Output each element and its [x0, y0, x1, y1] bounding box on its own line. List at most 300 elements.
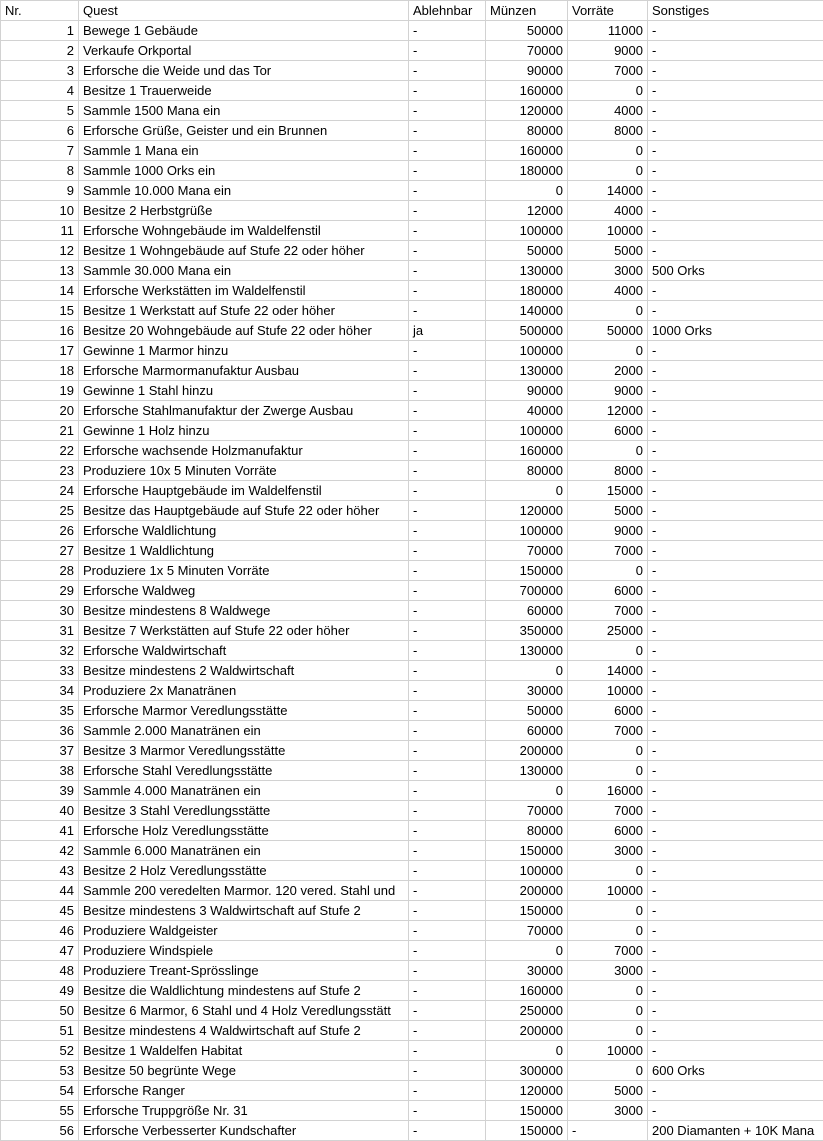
cell-vorraete[interactable]: 0 — [568, 81, 648, 101]
cell-sonstiges[interactable]: - — [648, 521, 823, 541]
cell-vorraete[interactable]: 0 — [568, 341, 648, 361]
cell-nr[interactable]: 47 — [1, 941, 79, 961]
cell-quest[interactable]: Erforsche Truppgröße Nr. 31 — [79, 1101, 409, 1121]
cell-ablehnbar[interactable]: - — [409, 681, 486, 701]
cell-sonstiges[interactable]: - — [648, 401, 823, 421]
cell-muenzen[interactable]: 30000 — [486, 681, 568, 701]
cell-nr[interactable]: 40 — [1, 801, 79, 821]
cell-sonstiges[interactable]: - — [648, 1001, 823, 1021]
cell-muenzen[interactable]: 0 — [486, 781, 568, 801]
cell-quest[interactable]: Besitze 1 Trauerweide — [79, 81, 409, 101]
cell-nr[interactable]: 32 — [1, 641, 79, 661]
cell-muenzen[interactable]: 160000 — [486, 441, 568, 461]
cell-ablehnbar[interactable]: - — [409, 1101, 486, 1121]
cell-ablehnbar[interactable]: - — [409, 541, 486, 561]
cell-muenzen[interactable]: 90000 — [486, 61, 568, 81]
cell-muenzen[interactable]: 180000 — [486, 161, 568, 181]
cell-quest[interactable]: Besitze 1 Werkstatt auf Stufe 22 oder höher — [79, 301, 409, 321]
cell-sonstiges[interactable]: - — [648, 81, 823, 101]
cell-ablehnbar[interactable]: - — [409, 461, 486, 481]
cell-sonstiges[interactable]: - — [648, 621, 823, 641]
cell-ablehnbar[interactable]: - — [409, 621, 486, 641]
cell-nr[interactable]: 43 — [1, 861, 79, 881]
cell-sonstiges[interactable]: - — [648, 941, 823, 961]
cell-quest[interactable]: Besitze 20 Wohngebäude auf Stufe 22 oder höher — [79, 321, 409, 341]
cell-quest[interactable]: Produziere 1x 5 Minuten Vorräte — [79, 561, 409, 581]
cell-ablehnbar[interactable]: - — [409, 21, 486, 41]
cell-vorraete[interactable]: 0 — [568, 301, 648, 321]
cell-quest[interactable]: Erforsche Waldlichtung — [79, 521, 409, 541]
cell-ablehnbar[interactable]: - — [409, 501, 486, 521]
cell-quest[interactable]: Besitze 1 Waldelfen Habitat — [79, 1041, 409, 1061]
cell-muenzen[interactable]: 100000 — [486, 521, 568, 541]
cell-muenzen[interactable]: 130000 — [486, 761, 568, 781]
cell-quest[interactable]: Besitze das Hauptgebäude auf Stufe 22 oder höher — [79, 501, 409, 521]
cell-nr[interactable]: 48 — [1, 961, 79, 981]
cell-nr[interactable]: 55 — [1, 1101, 79, 1121]
cell-muenzen[interactable]: 180000 — [486, 281, 568, 301]
cell-quest[interactable]: Erforsche Stahl Veredlungsstätte — [79, 761, 409, 781]
cell-nr[interactable]: 21 — [1, 421, 79, 441]
cell-muenzen[interactable]: 70000 — [486, 921, 568, 941]
cell-nr[interactable]: 7 — [1, 141, 79, 161]
cell-vorraete[interactable]: 7000 — [568, 541, 648, 561]
cell-vorraete[interactable]: 25000 — [568, 621, 648, 641]
cell-nr[interactable]: 52 — [1, 1041, 79, 1061]
cell-sonstiges[interactable]: - — [648, 581, 823, 601]
cell-ablehnbar[interactable]: - — [409, 481, 486, 501]
cell-muenzen[interactable]: 30000 — [486, 961, 568, 981]
cell-sonstiges[interactable]: - — [648, 221, 823, 241]
cell-muenzen[interactable]: 150000 — [486, 561, 568, 581]
cell-muenzen[interactable]: 130000 — [486, 641, 568, 661]
cell-vorraete[interactable]: 10000 — [568, 881, 648, 901]
cell-muenzen[interactable]: 250000 — [486, 1001, 568, 1021]
cell-muenzen[interactable]: 100000 — [486, 421, 568, 441]
cell-ablehnbar[interactable]: - — [409, 121, 486, 141]
cell-ablehnbar[interactable]: - — [409, 701, 486, 721]
cell-nr[interactable]: 5 — [1, 101, 79, 121]
cell-nr[interactable]: 38 — [1, 761, 79, 781]
cell-nr[interactable]: 18 — [1, 361, 79, 381]
cell-ablehnbar[interactable]: - — [409, 761, 486, 781]
cell-vorraete[interactable]: 4000 — [568, 201, 648, 221]
cell-ablehnbar[interactable]: - — [409, 781, 486, 801]
cell-ablehnbar[interactable]: - — [409, 981, 486, 1001]
cell-quest[interactable]: Besitze 1 Wohngebäude auf Stufe 22 oder höher — [79, 241, 409, 261]
cell-ablehnbar[interactable]: - — [409, 1041, 486, 1061]
cell-vorraete[interactable]: - — [568, 1121, 648, 1141]
cell-vorraete[interactable]: 8000 — [568, 121, 648, 141]
cell-quest[interactable]: Erforsche Verbesserter Kundschafter — [79, 1121, 409, 1141]
cell-muenzen[interactable]: 160000 — [486, 981, 568, 1001]
cell-nr[interactable]: 24 — [1, 481, 79, 501]
cell-muenzen[interactable]: 12000 — [486, 201, 568, 221]
cell-quest[interactable]: Besitze mindestens 4 Waldwirtschaft auf Stufe 2 — [79, 1021, 409, 1041]
cell-vorraete[interactable]: 15000 — [568, 481, 648, 501]
cell-muenzen[interactable]: 160000 — [486, 141, 568, 161]
cell-sonstiges[interactable]: - — [648, 61, 823, 81]
cell-nr[interactable]: 26 — [1, 521, 79, 541]
cell-nr[interactable]: 44 — [1, 881, 79, 901]
cell-vorraete[interactable]: 7000 — [568, 601, 648, 621]
cell-nr[interactable]: 35 — [1, 701, 79, 721]
cell-ablehnbar[interactable]: - — [409, 381, 486, 401]
cell-sonstiges[interactable]: - — [648, 201, 823, 221]
cell-vorraete[interactable]: 4000 — [568, 281, 648, 301]
cell-nr[interactable]: 6 — [1, 121, 79, 141]
cell-sonstiges[interactable]: - — [648, 41, 823, 61]
cell-quest[interactable]: Gewinne 1 Stahl hinzu — [79, 381, 409, 401]
cell-sonstiges[interactable]: - — [648, 1021, 823, 1041]
cell-sonstiges[interactable]: 500 Orks — [648, 261, 823, 281]
cell-quest[interactable]: Besitze 1 Waldlichtung — [79, 541, 409, 561]
cell-vorraete[interactable]: 6000 — [568, 581, 648, 601]
cell-quest[interactable]: Besitze 50 begrünte Wege — [79, 1061, 409, 1081]
cell-vorraete[interactable]: 14000 — [568, 181, 648, 201]
cell-ablehnbar[interactable]: - — [409, 1081, 486, 1101]
cell-quest[interactable]: Besitze 3 Marmor Veredlungsstätte — [79, 741, 409, 761]
cell-nr[interactable]: 13 — [1, 261, 79, 281]
cell-muenzen[interactable]: 60000 — [486, 601, 568, 621]
cell-ablehnbar[interactable]: - — [409, 941, 486, 961]
cell-muenzen[interactable]: 80000 — [486, 121, 568, 141]
cell-ablehnbar[interactable]: - — [409, 561, 486, 581]
cell-quest[interactable]: Erforsche Grüße, Geister und ein Brunnen — [79, 121, 409, 141]
cell-ablehnbar[interactable]: - — [409, 281, 486, 301]
cell-muenzen[interactable]: 0 — [486, 941, 568, 961]
cell-nr[interactable]: 25 — [1, 501, 79, 521]
cell-ablehnbar[interactable]: - — [409, 1021, 486, 1041]
cell-muenzen[interactable]: 50000 — [486, 701, 568, 721]
cell-nr[interactable]: 31 — [1, 621, 79, 641]
cell-sonstiges[interactable]: 600 Orks — [648, 1061, 823, 1081]
cell-muenzen[interactable]: 200000 — [486, 741, 568, 761]
cell-sonstiges[interactable]: - — [648, 1101, 823, 1121]
cell-nr[interactable]: 49 — [1, 981, 79, 1001]
cell-vorraete[interactable]: 12000 — [568, 401, 648, 421]
cell-ablehnbar[interactable]: - — [409, 161, 486, 181]
cell-quest[interactable]: Besitze mindestens 2 Waldwirtschaft — [79, 661, 409, 681]
cell-vorraete[interactable]: 9000 — [568, 521, 648, 541]
cell-sonstiges[interactable]: - — [648, 741, 823, 761]
cell-ablehnbar[interactable]: - — [409, 241, 486, 261]
cell-ablehnbar[interactable]: - — [409, 261, 486, 281]
cell-quest[interactable]: Produziere Waldgeister — [79, 921, 409, 941]
cell-muenzen[interactable]: 0 — [486, 181, 568, 201]
cell-quest[interactable]: Gewinne 1 Holz hinzu — [79, 421, 409, 441]
cell-ablehnbar[interactable]: - — [409, 221, 486, 241]
cell-nr[interactable]: 28 — [1, 561, 79, 581]
cell-sonstiges[interactable]: - — [648, 361, 823, 381]
cell-vorraete[interactable]: 4000 — [568, 101, 648, 121]
cell-nr[interactable]: 16 — [1, 321, 79, 341]
cell-nr[interactable]: 3 — [1, 61, 79, 81]
cell-muenzen[interactable]: 70000 — [486, 541, 568, 561]
cell-muenzen[interactable]: 200000 — [486, 881, 568, 901]
cell-nr[interactable]: 14 — [1, 281, 79, 301]
cell-sonstiges[interactable]: - — [648, 781, 823, 801]
cell-vorraete[interactable]: 0 — [568, 981, 648, 1001]
cell-quest[interactable]: Sammle 1000 Orks ein — [79, 161, 409, 181]
cell-muenzen[interactable]: 0 — [486, 481, 568, 501]
cell-vorraete[interactable]: 9000 — [568, 41, 648, 61]
cell-quest[interactable]: Besitze mindestens 8 Waldwege — [79, 601, 409, 621]
cell-vorraete[interactable]: 0 — [568, 441, 648, 461]
cell-vorraete[interactable]: 7000 — [568, 941, 648, 961]
cell-sonstiges[interactable]: - — [648, 761, 823, 781]
cell-ablehnbar[interactable]: - — [409, 641, 486, 661]
cell-muenzen[interactable]: 130000 — [486, 361, 568, 381]
cell-quest[interactable]: Gewinne 1 Marmor hinzu — [79, 341, 409, 361]
cell-ablehnbar[interactable]: - — [409, 661, 486, 681]
cell-nr[interactable]: 2 — [1, 41, 79, 61]
cell-nr[interactable]: 15 — [1, 301, 79, 321]
cell-sonstiges[interactable]: - — [648, 501, 823, 521]
cell-vorraete[interactable]: 2000 — [568, 361, 648, 381]
cell-nr[interactable]: 27 — [1, 541, 79, 561]
cell-sonstiges[interactable]: - — [648, 881, 823, 901]
cell-nr[interactable]: 50 — [1, 1001, 79, 1021]
cell-ablehnbar[interactable]: - — [409, 821, 486, 841]
cell-sonstiges[interactable]: - — [648, 461, 823, 481]
cell-sonstiges[interactable]: - — [648, 341, 823, 361]
cell-muenzen[interactable]: 70000 — [486, 801, 568, 821]
cell-vorraete[interactable]: 0 — [568, 641, 648, 661]
cell-muenzen[interactable]: 100000 — [486, 861, 568, 881]
cell-muenzen[interactable]: 90000 — [486, 381, 568, 401]
cell-ablehnbar[interactable]: - — [409, 881, 486, 901]
cell-quest[interactable]: Produziere 2x Manatränen — [79, 681, 409, 701]
cell-sonstiges[interactable]: - — [648, 921, 823, 941]
cell-quest[interactable]: Sammle 1 Mana ein — [79, 141, 409, 161]
cell-quest[interactable]: Sammle 4.000 Manatränen ein — [79, 781, 409, 801]
cell-muenzen[interactable]: 120000 — [486, 1081, 568, 1101]
cell-ablehnbar[interactable]: - — [409, 401, 486, 421]
cell-muenzen[interactable]: 50000 — [486, 241, 568, 261]
cell-quest[interactable]: Produziere Windspiele — [79, 941, 409, 961]
cell-ablehnbar[interactable]: - — [409, 521, 486, 541]
cell-nr[interactable]: 4 — [1, 81, 79, 101]
cell-vorraete[interactable]: 0 — [568, 901, 648, 921]
cell-vorraete[interactable]: 6000 — [568, 821, 648, 841]
cell-sonstiges[interactable]: - — [648, 561, 823, 581]
cell-vorraete[interactable]: 50000 — [568, 321, 648, 341]
cell-quest[interactable]: Erforsche die Weide und das Tor — [79, 61, 409, 81]
cell-nr[interactable]: 39 — [1, 781, 79, 801]
cell-quest[interactable]: Sammle 1500 Mana ein — [79, 101, 409, 121]
cell-muenzen[interactable]: 80000 — [486, 821, 568, 841]
cell-sonstiges[interactable]: - — [648, 601, 823, 621]
cell-muenzen[interactable]: 130000 — [486, 261, 568, 281]
cell-quest[interactable]: Erforsche Waldwirtschaft — [79, 641, 409, 661]
cell-sonstiges[interactable]: - — [648, 441, 823, 461]
cell-nr[interactable]: 53 — [1, 1061, 79, 1081]
cell-ablehnbar[interactable]: - — [409, 921, 486, 941]
cell-muenzen[interactable]: 300000 — [486, 1061, 568, 1081]
cell-ablehnbar[interactable]: - — [409, 1121, 486, 1141]
cell-ablehnbar[interactable]: - — [409, 341, 486, 361]
cell-sonstiges[interactable]: - — [648, 641, 823, 661]
cell-vorraete[interactable]: 0 — [568, 741, 648, 761]
cell-ablehnbar[interactable]: ja — [409, 321, 486, 341]
cell-sonstiges[interactable]: - — [648, 961, 823, 981]
cell-vorraete[interactable]: 11000 — [568, 21, 648, 41]
cell-vorraete[interactable]: 0 — [568, 161, 648, 181]
cell-quest[interactable]: Besitze 6 Marmor, 6 Stahl und 4 Holz Veredlungsstätt — [79, 1001, 409, 1021]
cell-ablehnbar[interactable]: - — [409, 141, 486, 161]
cell-nr[interactable]: 45 — [1, 901, 79, 921]
cell-quest[interactable]: Sammle 10.000 Mana ein — [79, 181, 409, 201]
cell-nr[interactable]: 1 — [1, 21, 79, 41]
cell-ablehnbar[interactable]: - — [409, 581, 486, 601]
cell-sonstiges[interactable]: - — [648, 21, 823, 41]
cell-sonstiges[interactable]: - — [648, 541, 823, 561]
cell-sonstiges[interactable]: 200 Diamanten + 10K Mana — [648, 1121, 823, 1141]
cell-ablehnbar[interactable]: - — [409, 721, 486, 741]
cell-vorraete[interactable]: 6000 — [568, 701, 648, 721]
cell-vorraete[interactable]: 6000 — [568, 421, 648, 441]
cell-vorraete[interactable]: 0 — [568, 561, 648, 581]
cell-sonstiges[interactable]: - — [648, 141, 823, 161]
cell-nr[interactable]: 51 — [1, 1021, 79, 1041]
cell-quest[interactable]: Produziere Treant-Sprösslinge — [79, 961, 409, 981]
cell-sonstiges[interactable]: - — [648, 801, 823, 821]
cell-vorraete[interactable]: 0 — [568, 1061, 648, 1081]
cell-vorraete[interactable]: 3000 — [568, 1101, 648, 1121]
cell-muenzen[interactable]: 140000 — [486, 301, 568, 321]
cell-sonstiges[interactable]: - — [648, 681, 823, 701]
cell-nr[interactable]: 8 — [1, 161, 79, 181]
cell-quest[interactable]: Erforsche Stahlmanufaktur der Zwerge Ausbau — [79, 401, 409, 421]
cell-ablehnbar[interactable]: - — [409, 81, 486, 101]
cell-quest[interactable]: Besitze 2 Holz Veredlungsstätte — [79, 861, 409, 881]
cell-ablehnbar[interactable]: - — [409, 601, 486, 621]
cell-sonstiges[interactable]: - — [648, 161, 823, 181]
cell-quest[interactable]: Erforsche Marmor Veredlungsstätte — [79, 701, 409, 721]
cell-ablehnbar[interactable]: - — [409, 741, 486, 761]
cell-ablehnbar[interactable]: - — [409, 181, 486, 201]
cell-quest[interactable]: Sammle 200 veredelten Marmor. 120 vered. Stahl und — [79, 881, 409, 901]
cell-ablehnbar[interactable]: - — [409, 301, 486, 321]
cell-sonstiges[interactable]: 1000 Orks — [648, 321, 823, 341]
cell-sonstiges[interactable]: - — [648, 721, 823, 741]
cell-ablehnbar[interactable]: - — [409, 201, 486, 221]
cell-muenzen[interactable]: 350000 — [486, 621, 568, 641]
cell-vorraete[interactable]: 8000 — [568, 461, 648, 481]
cell-vorraete[interactable]: 10000 — [568, 1041, 648, 1061]
cell-muenzen[interactable]: 150000 — [486, 901, 568, 921]
cell-muenzen[interactable]: 100000 — [486, 341, 568, 361]
cell-muenzen[interactable]: 70000 — [486, 41, 568, 61]
cell-nr[interactable]: 37 — [1, 741, 79, 761]
cell-sonstiges[interactable]: - — [648, 701, 823, 721]
cell-vorraete[interactable]: 16000 — [568, 781, 648, 801]
cell-nr[interactable]: 11 — [1, 221, 79, 241]
cell-sonstiges[interactable]: - — [648, 301, 823, 321]
cell-vorraete[interactable]: 3000 — [568, 961, 648, 981]
cell-ablehnbar[interactable]: - — [409, 41, 486, 61]
cell-quest[interactable]: Erforsche Waldweg — [79, 581, 409, 601]
cell-vorraete[interactable]: 14000 — [568, 661, 648, 681]
cell-nr[interactable]: 9 — [1, 181, 79, 201]
cell-vorraete[interactable]: 7000 — [568, 721, 648, 741]
cell-ablehnbar[interactable]: - — [409, 801, 486, 821]
cell-muenzen[interactable]: 50000 — [486, 21, 568, 41]
cell-vorraete[interactable]: 10000 — [568, 681, 648, 701]
cell-ablehnbar[interactable]: - — [409, 901, 486, 921]
cell-muenzen[interactable]: 60000 — [486, 721, 568, 741]
cell-vorraete[interactable]: 10000 — [568, 221, 648, 241]
cell-nr[interactable]: 41 — [1, 821, 79, 841]
cell-nr[interactable]: 54 — [1, 1081, 79, 1101]
cell-muenzen[interactable]: 40000 — [486, 401, 568, 421]
cell-sonstiges[interactable]: - — [648, 661, 823, 681]
cell-nr[interactable]: 36 — [1, 721, 79, 741]
cell-vorraete[interactable]: 0 — [568, 1021, 648, 1041]
cell-ablehnbar[interactable]: - — [409, 441, 486, 461]
cell-muenzen[interactable]: 700000 — [486, 581, 568, 601]
cell-vorraete[interactable]: 5000 — [568, 501, 648, 521]
cell-sonstiges[interactable]: - — [648, 181, 823, 201]
cell-nr[interactable]: 19 — [1, 381, 79, 401]
cell-ablehnbar[interactable]: - — [409, 421, 486, 441]
cell-vorraete[interactable]: 5000 — [568, 1081, 648, 1101]
cell-muenzen[interactable]: 160000 — [486, 81, 568, 101]
cell-quest[interactable]: Besitze 2 Herbstgrüße — [79, 201, 409, 221]
cell-ablehnbar[interactable]: - — [409, 861, 486, 881]
cell-muenzen[interactable]: 0 — [486, 1041, 568, 1061]
cell-quest[interactable]: Erforsche Hauptgebäude im Waldelfenstil — [79, 481, 409, 501]
cell-muenzen[interactable]: 120000 — [486, 501, 568, 521]
cell-nr[interactable]: 20 — [1, 401, 79, 421]
cell-quest[interactable]: Erforsche wachsende Holzmanufaktur — [79, 441, 409, 461]
cell-vorraete[interactable]: 0 — [568, 141, 648, 161]
cell-vorraete[interactable]: 7000 — [568, 61, 648, 81]
cell-muenzen[interactable]: 500000 — [486, 321, 568, 341]
cell-sonstiges[interactable]: - — [648, 481, 823, 501]
cell-ablehnbar[interactable]: - — [409, 841, 486, 861]
cell-ablehnbar[interactable]: - — [409, 1001, 486, 1021]
cell-ablehnbar[interactable]: - — [409, 101, 486, 121]
cell-vorraete[interactable]: 0 — [568, 1001, 648, 1021]
cell-nr[interactable]: 42 — [1, 841, 79, 861]
cell-vorraete[interactable]: 0 — [568, 861, 648, 881]
cell-quest[interactable]: Erforsche Ranger — [79, 1081, 409, 1101]
cell-muenzen[interactable]: 150000 — [486, 1121, 568, 1141]
cell-muenzen[interactable]: 120000 — [486, 101, 568, 121]
cell-nr[interactable]: 29 — [1, 581, 79, 601]
cell-muenzen[interactable]: 0 — [486, 661, 568, 681]
cell-quest[interactable]: Verkaufe Orkportal — [79, 41, 409, 61]
cell-nr[interactable]: 23 — [1, 461, 79, 481]
cell-vorraete[interactable]: 7000 — [568, 801, 648, 821]
cell-quest[interactable]: Besitze 7 Werkstätten auf Stufe 22 oder höher — [79, 621, 409, 641]
cell-muenzen[interactable]: 200000 — [486, 1021, 568, 1041]
cell-nr[interactable]: 56 — [1, 1121, 79, 1141]
cell-vorraete[interactable]: 9000 — [568, 381, 648, 401]
cell-sonstiges[interactable]: - — [648, 981, 823, 1001]
cell-sonstiges[interactable]: - — [648, 841, 823, 861]
cell-nr[interactable]: 22 — [1, 441, 79, 461]
cell-sonstiges[interactable]: - — [648, 861, 823, 881]
cell-quest[interactable]: Produziere 10x 5 Minuten Vorräte — [79, 461, 409, 481]
cell-ablehnbar[interactable]: - — [409, 61, 486, 81]
cell-sonstiges[interactable]: - — [648, 281, 823, 301]
cell-ablehnbar[interactable]: - — [409, 361, 486, 381]
cell-ablehnbar[interactable]: - — [409, 1061, 486, 1081]
cell-sonstiges[interactable]: - — [648, 421, 823, 441]
